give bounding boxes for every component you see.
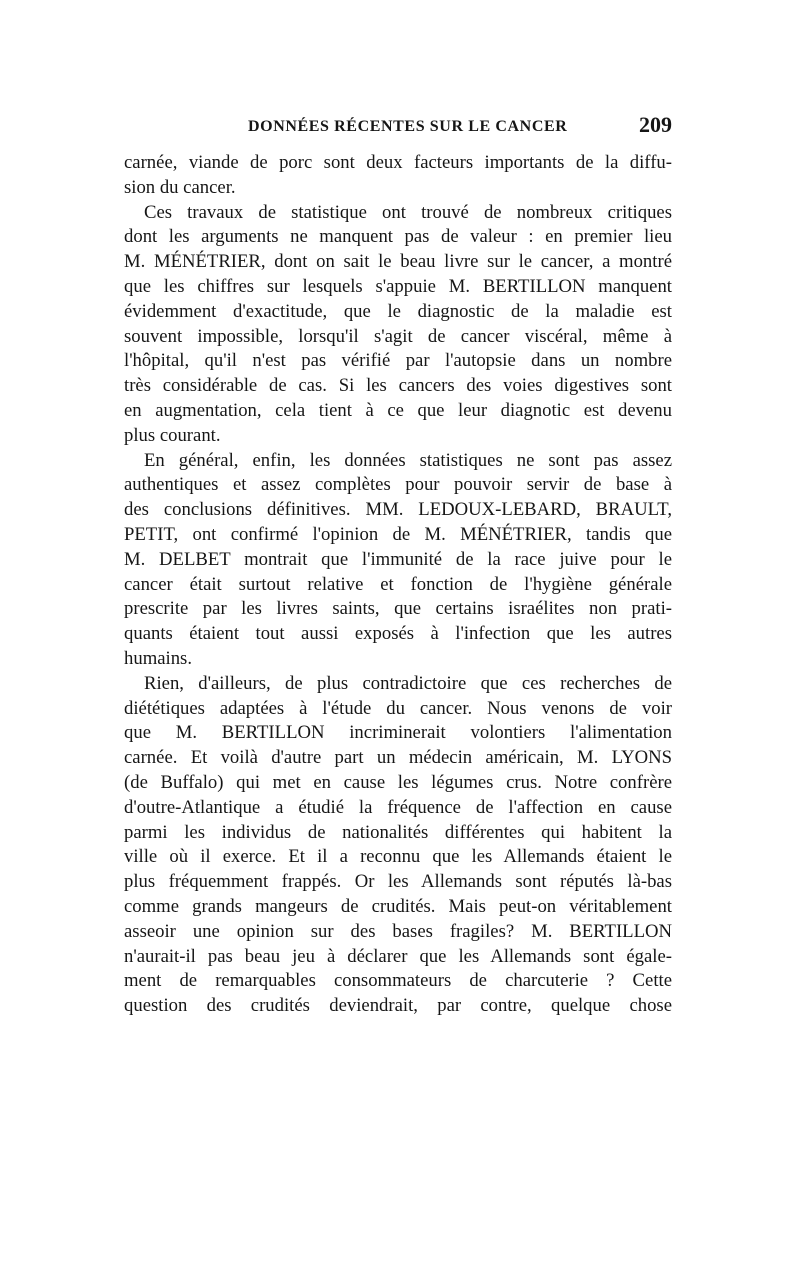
text-line: plus courant. <box>124 424 221 446</box>
text-line: humains. <box>124 647 192 669</box>
text-line: quants étaient tout aussi exposés à l'infection que les autres <box>124 623 672 645</box>
text-line: M. MÉNÉTRIER, dont on sait le beau livre sur le cancer, a montré <box>124 251 672 273</box>
text-line: question des crudités deviendrait, par contre, quelque chose <box>124 995 672 1017</box>
paragraph-start-line: Ces travaux de statistique ont trouvé de nombreux critiques <box>144 201 672 223</box>
text-line: carnée. Et voilà d'autre part un médecin américain, M. LYONS <box>124 747 672 769</box>
text-line: très considérable de cas. Si les cancers des voies digestives sont <box>124 375 672 397</box>
text-line: (de Buffalo) qui met en cause les légumes crus. Notre confrère <box>124 771 672 793</box>
text-line: des conclusions définitives. MM. LEDOUX-LEBARD, BRAULT, <box>124 499 672 521</box>
text-line: en augmentation, cela tient à ce que leur diagnotic est devenu <box>124 399 672 421</box>
text-line: sion du cancer. <box>124 176 236 198</box>
text-line: diététiques adaptées à l'étude du cancer. Nous venons de voir <box>124 697 672 719</box>
text-line: n'aurait-il pas beau jeu à déclarer que les Allemands sont égale- <box>124 945 672 967</box>
running-head <box>120 112 672 142</box>
text-line: comme grands mangeurs de crudités. Mais peut-on véritablement <box>124 895 672 917</box>
text-line: asseoir une opinion sur des bases fragiles? M. BERTILLON <box>124 920 672 942</box>
text-line: carnée, viande de porc sont deux facteurs importants de la diffu- <box>124 152 672 173</box>
text-line: d'outre-Atlantique a étudié la fréquence de l'affection en cause <box>124 796 672 818</box>
page-number: 209 <box>639 112 672 137</box>
text-line: souvent impossible, lorsqu'il s'agit de cancer viscéral, même à <box>124 325 672 347</box>
text-line: dont les arguments ne manquent pas de valeur : en premier lieu <box>124 226 672 248</box>
text-line: l'hôpital, qu'il n'est pas vérifié par l'autopsie dans un nombre <box>124 350 672 372</box>
text-line: PETIT, ont confirmé l'opinion de M. MÉNÉTRIER, tandis que <box>124 523 672 545</box>
text-line: prescrite par les livres saints, que certains israélites non prati- <box>124 598 672 620</box>
text-line: cancer était surtout relative et fonction de l'hygiène générale <box>124 573 672 595</box>
running-title: DONNÉES RÉCENTES SUR LE CANCER <box>248 118 568 135</box>
text-line: évidemment d'exactitude, que le diagnostic de la maladie est <box>124 300 672 322</box>
text-line: parmi les individus de nationalités différentes qui habitent la <box>124 821 672 843</box>
paragraph-start-line: En général, enfin, les données statistiques ne sont pas assez <box>144 449 672 471</box>
body-text <box>124 151 672 1019</box>
text-line: plus fréquemment frappés. Or les Allemands sont réputés là-bas <box>124 871 672 893</box>
text-line: que M. BERTILLON incriminerait volontiers l'alimentation <box>124 722 672 744</box>
text-line: M. DELBET montrait que l'immunité de la race juive pour le <box>124 548 672 570</box>
text-line: que les chiffres sur lesquels s'appuie M. BERTILLON manquent <box>124 275 672 297</box>
text-line: ville où il exerce. Et il a reconnu que les Allemands étaient le <box>124 846 672 868</box>
paragraph-start-line: Rien, d'ailleurs, de plus contradictoire que ces recherches de <box>144 672 672 694</box>
text-line: ment de remarquables consommateurs de charcuterie ? Cette <box>124 970 672 992</box>
text-line: authentiques et assez complètes pour pouvoir servir de base à <box>124 474 672 496</box>
